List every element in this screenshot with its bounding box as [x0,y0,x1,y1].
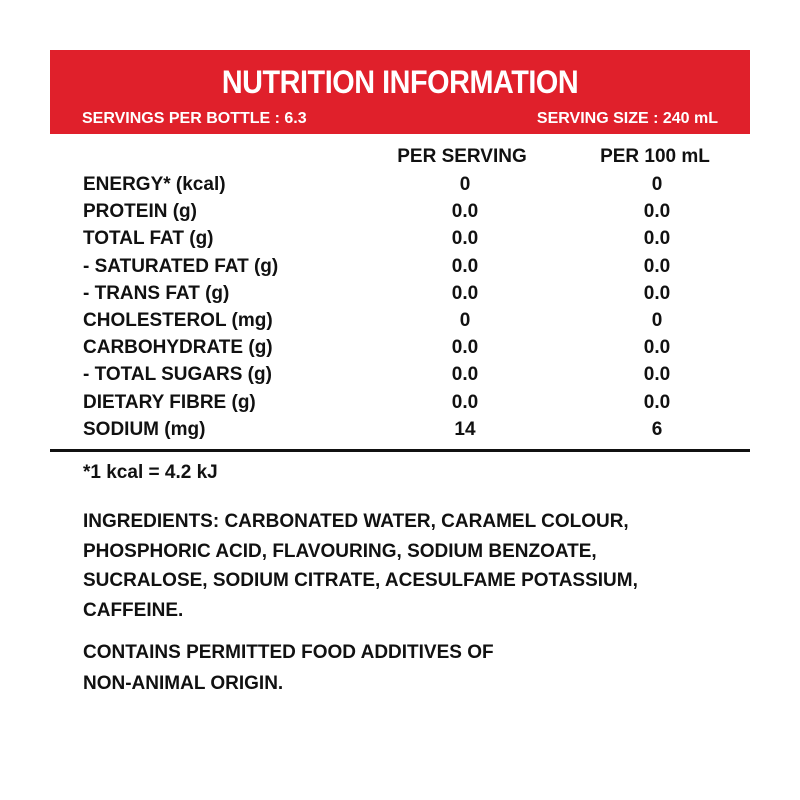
per-100ml-value: 0.0 [643,391,671,413]
ingredients-text [83,507,723,625]
per-serving-value: 0.0 [451,228,479,250]
ingredients-line: SUCRALOSE, SODIUM CITRATE, ACESULFAME POTASSIUM, [83,570,638,591]
per-100ml-value: 6 [651,418,663,440]
per-serving-value: 0.0 [451,282,479,304]
nutrition-header [50,50,750,134]
nutrient-label: - SATURATED FAT (g) [83,255,279,277]
table-row [83,280,723,307]
table-row [83,171,723,198]
per-serving-value: 0 [459,174,471,195]
per-serving-value: 0 [459,309,471,331]
nutrition-title: NUTRITION INFORMATION [221,64,579,100]
per-serving-value: 0.0 [451,364,479,386]
per-100ml-value: 0.0 [643,282,671,304]
nutrient-label: TOTAL FAT (g) [83,228,214,250]
energy-footnote: *1 kcal = 4.2 kJ [83,462,218,483]
nutrient-label: - TRANS FAT (g) [83,282,230,304]
table-row [83,361,723,388]
table-row [83,253,723,280]
table-row [83,198,723,225]
per-serving-value: 0.0 [451,255,479,277]
ingredients-line: CAFFEINE. [83,599,184,621]
per-100ml-value: 0.0 [643,337,671,359]
per-100ml-value: 0.0 [643,228,671,250]
nutrient-label: CHOLESTEROL (mg) [83,309,273,331]
per-serving-value: 0.0 [451,391,479,413]
column-header-per-serving: PER SERVING [397,146,527,167]
additives-statement [83,637,723,699]
serving-size: SERVING SIZE : 240 mL [536,110,718,127]
ingredients-line: PHOSPHORIC ACID, FLAVOURING, SODIUM BENZOATE, [83,540,597,562]
nutrient-label: ENERGY* (kcal) [83,174,226,195]
nutrient-label: DIETARY FIBRE (g) [83,391,256,413]
table-row [83,389,723,416]
per-100ml-value: 0 [651,309,663,331]
per-100ml-value: 0.0 [643,364,671,386]
per-100ml-value: 0.0 [643,201,671,223]
per-serving-value: 0.0 [451,201,479,223]
servings-per-bottle: SERVINGS PER BOTTLE : 6.3 [82,110,307,127]
table-row [83,416,723,443]
column-header-per-100ml: PER 100 mL [600,146,710,167]
additives-line: CONTAINS PERMITTED FOOD ADDITIVES OF [83,642,494,663]
per-serving-value: 0.0 [451,337,479,359]
table-row [83,334,723,361]
table-row [83,225,723,252]
per-100ml-value: 0.0 [643,255,671,277]
nutrient-label: PROTEIN (g) [83,201,197,223]
ingredients-line: INGREDIENTS: CARBONATED WATER, CARAMEL COLOUR, [83,511,629,532]
nutrient-label: - TOTAL SUGARS (g) [83,364,272,386]
per-serving-value: 14 [454,418,476,440]
nutrition-table [83,171,723,443]
table-row [83,307,723,334]
table-divider [50,449,750,452]
nutrient-label: SODIUM (mg) [83,418,206,440]
nutrient-label: CARBOHYDRATE (g) [83,337,273,359]
per-100ml-value: 0 [651,174,663,195]
additives-line: NON-ANIMAL ORIGIN. [83,673,284,694]
